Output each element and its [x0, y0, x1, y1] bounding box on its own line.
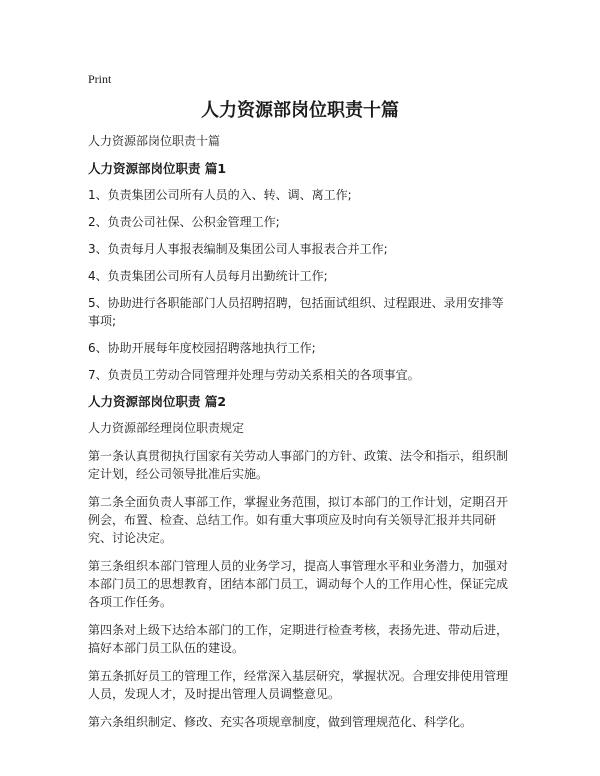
section-1-item: 5、协助进行各职能部门人员招聘招聘，包括面试组织、过程跟进、录用安排等事项;: [88, 296, 504, 328]
section-2-article: 第三条组织本部门管理人员的业务学习，提高人事管理水平和业务潜力，加强对本部门员工的思想教育，团结本部门员工，调动每个人的工作用心性，保证完成各项工作任务。: [88, 559, 509, 609]
section-2-heading: 人力资源部岗位职责 篇2: [88, 394, 227, 409]
section-1-item: 2、负责公司社保、公积金管理工作;: [88, 215, 280, 229]
print-label: Print: [88, 72, 112, 86]
section-1-item: 1、负责集团公司所有人员的入、转、调、离工作;: [88, 188, 352, 202]
document-subtitle: 人力资源部岗位职责十篇: [88, 134, 221, 148]
section-2-article: 第二条全面负责人事部工作，掌握业务范围，拟订本部门的工作计划，定期召开例会，布置、检查、总结工作。如有重大事项应及时向有关领导汇报并共同研究、讨论决定。: [88, 495, 509, 545]
section-2-article: 第五条抓好员工的管理工作，经常深入基层研究，掌握状况。合理安排使用管理人员，发现人才，及时提出管理人员调整意见。: [88, 669, 509, 701]
section-2-article: 第六条组织制定、修改、充实各项规章制度，做到管理规范化、科学化。: [88, 715, 473, 729]
section-1-item: 7、负责员工劳动合同管理并处理与劳动关系相关的各项事宜。: [88, 368, 420, 382]
document-title: 人力资源部岗位职责十篇: [201, 100, 399, 121]
section-1-item: 4、负责集团公司所有人员每月出勤统计工作;: [88, 269, 328, 283]
section-1-heading: 人力资源部岗位职责 篇1: [88, 161, 227, 176]
section-1-item: 6、协助开展每年度校园招聘落地执行工作;: [88, 341, 316, 355]
section-2-article: 第一条认真贯彻执行国家有关劳动人事部门的方针、政策、法令和指示，组织制定计划，经公司领导批准后实施。: [88, 449, 509, 481]
section-2-intro: 人力资源部经理岗位职责规定: [88, 421, 245, 435]
section-1-item: 3、负责每月人事报表编制及集团公司人事报表合并工作;: [88, 242, 388, 256]
section-2-article: 第四条对上级下达给本部门的工作，定期进行检查考核，表扬先进、带动后进，搞好本部门员工队伍的建设。: [88, 623, 509, 655]
